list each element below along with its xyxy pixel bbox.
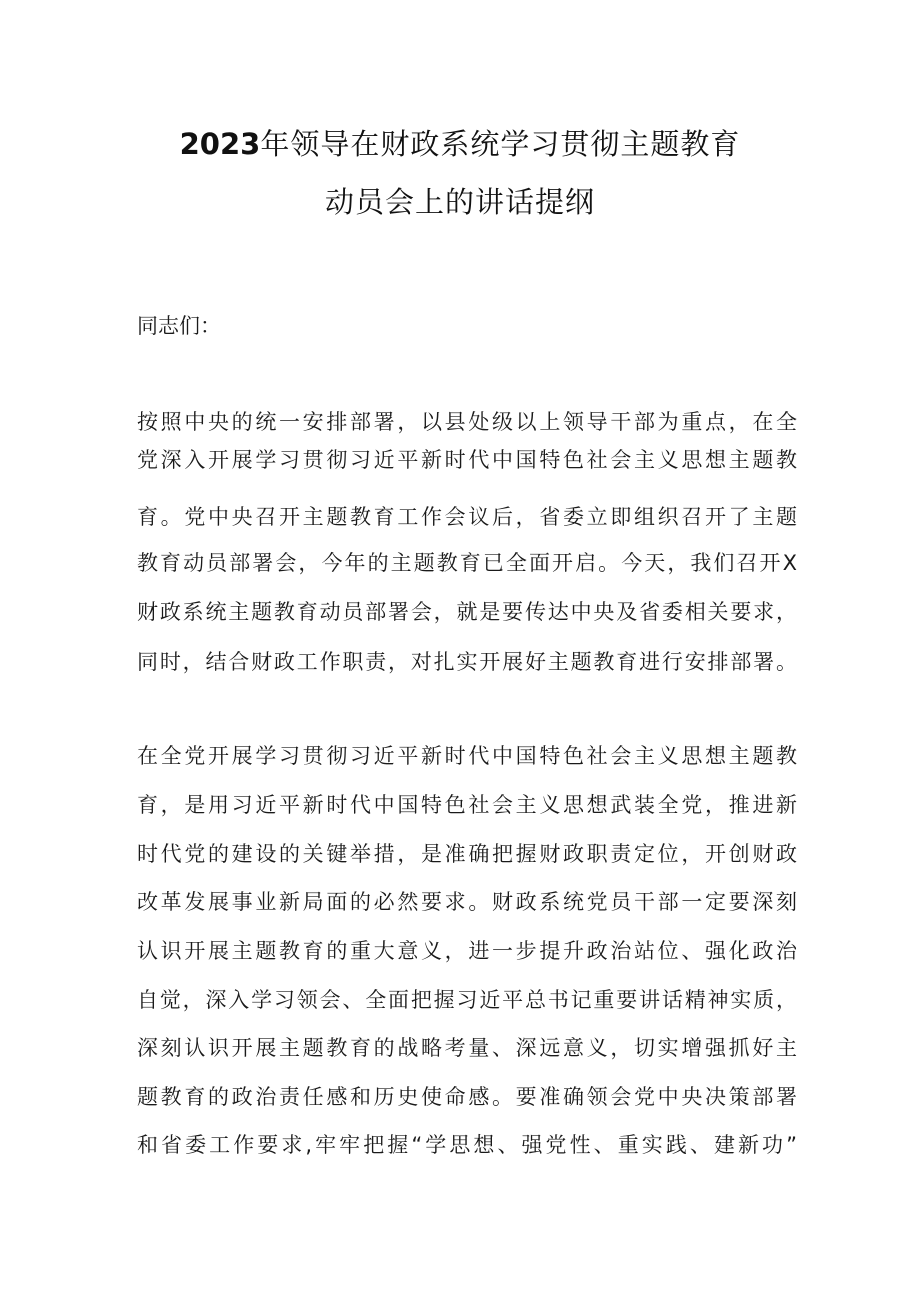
salutation: 同志们： xyxy=(137,314,221,338)
paragraph-1-line: 按照中央的统一安排部署，以县处级以上领导干部为重点，在全 xyxy=(137,410,797,434)
paragraph-2-line: 题教育的政治责任感和历史使命感。要准确领会党中央决策部署 xyxy=(137,1085,797,1109)
paragraph-2-line: 育，是用习近平新时代中国特色社会主义思想武装全党，推进新 xyxy=(137,793,797,817)
paragraph-2-line: 改革发展事业新局面的必然要求。财政系统党员干部一定要深刻 xyxy=(137,890,797,914)
paragraph-1-line: 教育动员部署会，今年的主题教育已全面开启。今天，我们召开X xyxy=(137,551,797,575)
paragraph-2-line: 自觉，深入学习领会、全面把握习近平总书记重要讲话精神实质， xyxy=(137,988,797,1012)
paragraph-2-line: 认识开展主题教育的重大意义，进一步提升政治站位、强化政治 xyxy=(137,939,797,963)
paragraph-1-line: 同时，结合财政工作职责，对扎实开展好主题教育进行安排部署。 xyxy=(137,650,797,674)
document-title-line-1 xyxy=(0,124,920,164)
title-text: 年领导在财政系统学习贯彻主题教育 xyxy=(260,127,741,161)
document-title-line-2: 动员会上的讲话提纲 xyxy=(324,185,595,219)
paragraph-1-line: 育。党中央召开主题教育工作会议后，省委立即组织召开了主题 xyxy=(137,505,797,529)
paragraph-2-line: 深刻认识开展主题教育的战略考量、深远意义，切实增强抓好主 xyxy=(137,1036,797,1060)
paragraph-1-line: 财政系统主题教育动员部署会，就是要传达中央及省委相关要求， xyxy=(137,600,797,624)
paragraph-2-line: 和省委工作要求,牢牢把握“学思想、强党性、重实践、建新功” xyxy=(137,1133,797,1157)
title-year: 2023 xyxy=(179,127,261,161)
paragraph-2-line: 时代党的建设的关键举措，是准确把握财政职责定位，开创财政 xyxy=(137,842,797,866)
paragraph-1-line: 党深入开展学习贯彻习近平新时代中国特色社会主义思想主题教 xyxy=(137,448,797,472)
paragraph-2-line: 在全党开展学习贯彻习近平新时代中国特色社会主义思想主题教 xyxy=(137,744,797,768)
